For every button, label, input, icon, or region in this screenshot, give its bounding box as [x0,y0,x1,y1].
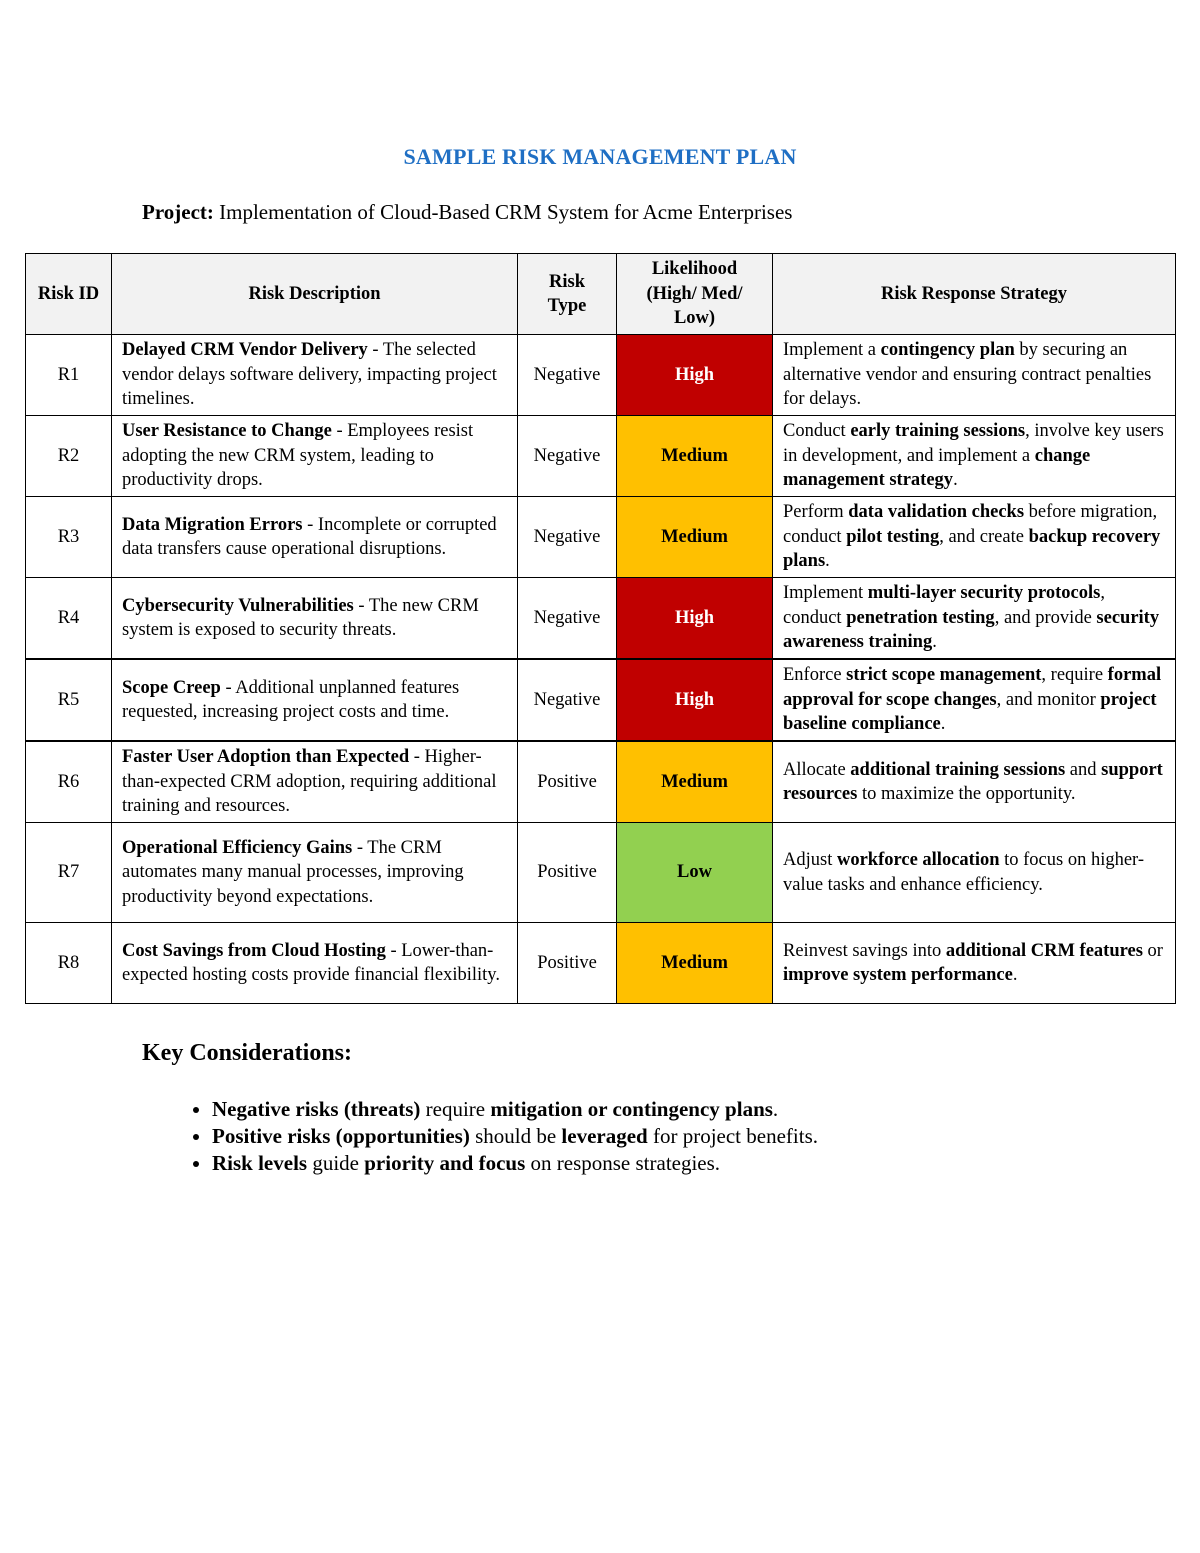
risk-detail: - Additional unplanned features requested, increasing project costs and time. [122,677,460,722]
text-run: . [1012,965,1018,985]
table-row [26,497,1176,578]
text-run: , and create [939,526,1029,547]
bold-text: Positive risks (opportunities) [212,1124,470,1148]
text-run: . [940,714,946,735]
bold-text: support resources [783,759,1163,804]
bold-text: penetration testing [846,607,995,628]
response-strategy-cell [773,741,1176,823]
text-run: Enforce [783,665,847,686]
key-considerations-heading: Key Considerations: [142,1040,352,1066]
response-strategy-cell [773,416,1176,497]
table-row [26,659,1176,741]
risk-description-cell [112,416,518,497]
table-row [26,416,1176,497]
header-response-strategy: Risk Response Strategy [773,254,1176,335]
likelihood-cell: High [617,335,773,416]
bold-text: Negative risks (threats) [212,1097,421,1121]
risk-title: Cybersecurity Vulnerabilities [122,595,354,616]
text-run: , involve key users in development, and implement a [783,421,1164,466]
likelihood-cell: Medium [617,923,773,1004]
bold-text: security awareness training [783,607,1160,653]
bold-text: contingency plan [880,340,1015,361]
list-item [212,1150,818,1177]
text-run: . [953,470,958,491]
text-run: Conduct [783,421,851,442]
risk-type-cell: Negative [518,416,617,497]
risk-type-cell: Negative [518,335,617,416]
risk-type-cell: Negative [518,578,617,660]
text-run: Perform [783,502,849,523]
bold-text: data validation checks [848,502,1025,523]
header-risk-type: Risk Type [518,254,617,335]
text-run: . [772,1097,779,1121]
risk-id-cell: R5 [26,659,112,741]
text-run: on response strategies. [525,1151,721,1175]
text-run: Reinvest savings into [783,940,946,961]
bold-text: mitigation or contingency plans [490,1097,773,1121]
risk-description-cell [112,335,518,416]
header-risk-id: Risk ID [26,254,112,335]
table-row [26,823,1176,923]
text-run: Allocate [783,759,851,780]
text-run: Implement [783,583,868,604]
table-row [26,923,1176,1004]
risk-id-cell: R2 [26,416,112,497]
bold-text: multi-layer security protocols [867,583,1101,604]
likelihood-cell: High [617,578,773,660]
risk-table [25,253,1176,1004]
text-run: , and monitor [996,689,1101,710]
risk-title: Scope Creep [122,677,221,698]
risk-type-cell: Positive [518,741,617,823]
risk-title: Delayed CRM Vendor Delivery [122,340,368,361]
header-risk-description: Risk Description [112,254,518,335]
text-run: by securing an alternative vendor and ensuring contract penalties for delays. [783,340,1152,410]
bold-text: strict scope management [846,665,1042,686]
risk-type-cell: Negative [518,659,617,741]
text-run: . [825,551,830,572]
risk-title: Data Migration Errors [122,514,303,535]
bold-text: workforce allocation [836,850,1000,870]
response-strategy-cell [773,823,1176,923]
text-run: for project benefits. [647,1124,818,1148]
text-run: Adjust [783,850,837,870]
text-run: should be [469,1124,562,1148]
bold-text: pilot testing [846,526,940,547]
key-considerations-list [142,1096,818,1177]
text-run: and [1065,759,1102,780]
risk-detail: - Incomplete or corrupted data transfers cause operational disruptions. [122,514,497,559]
risk-title: Operational Efficiency Gains [122,837,353,858]
bold-text: change management strategy [783,445,1091,491]
likelihood-cell: Low [617,823,773,923]
text-run: , require [1041,665,1108,686]
risk-table-body [26,335,1176,1004]
text-run: to maximize the opportunity. [857,784,1076,804]
risk-detail: - Lower-than-expected hosting costs provide financial flexibility. [122,940,500,985]
table-row [26,741,1176,823]
text-run: guide [307,1151,365,1175]
risk-detail: - The selected vendor delays software delivery, impacting project timelines. [122,340,497,410]
risk-description-cell [112,659,518,741]
risk-description-cell [112,823,518,923]
response-strategy-cell [773,659,1176,741]
risk-description-cell [112,578,518,660]
likelihood-cell: Medium [617,741,773,823]
likelihood-cell: Medium [617,416,773,497]
project-value: Implementation of Cloud-Based CRM System for Acme Enterprises [213,200,793,224]
bold-text: formal approval for scope changes [783,665,1162,710]
list-item [212,1123,818,1150]
risk-title: Cost Savings from Cloud Hosting [122,940,386,961]
bold-text: improve system performance [783,965,1013,985]
page-title: SAMPLE RISK MANAGEMENT PLAN [403,144,797,169]
risk-id-cell: R7 [26,823,112,923]
risk-detail: - Employees resist adopting the new CRM system, leading to productivity drops. [122,421,474,491]
text-run: to focus on higher-value tasks and enhance efficiency. [783,850,1145,895]
risk-title: Faster User Adoption than Expected [122,747,410,768]
risk-type-cell: Positive [518,823,617,923]
bold-text: backup recovery plans [783,526,1161,572]
risk-id-cell: R8 [26,923,112,1004]
risk-detail: - The new CRM system is exposed to security threats. [122,595,479,640]
text-run: or [1142,940,1163,961]
text-run: require [420,1097,491,1121]
risk-id-cell: R1 [26,335,112,416]
bold-text: priority and focus [364,1151,526,1175]
risk-description-cell [112,741,518,823]
response-strategy-cell [773,497,1176,578]
risk-id-cell: R3 [26,497,112,578]
response-strategy-cell [773,923,1176,1004]
likelihood-cell: Medium [617,497,773,578]
list-item [212,1096,818,1123]
bold-text: project baseline compliance [783,689,1157,735]
risk-description-cell [112,497,518,578]
risk-type-cell: Negative [518,497,617,578]
text-run: before migration, conduct [783,502,1158,547]
text-run: . [932,632,937,653]
risk-title: User Resistance to Change [122,421,332,442]
bold-text: additional training sessions [850,759,1066,780]
header-likelihood: Likelihood (High/ Med/ Low) [617,254,773,335]
risk-type-cell: Positive [518,923,617,1004]
project-label: Project: [142,200,214,224]
text-run: Implement a [783,340,881,361]
risk-id-cell: R4 [26,578,112,660]
risk-detail: - The CRM automates many manual processes, improving productivity beyond expectations. [122,837,464,907]
response-strategy-cell [773,578,1176,660]
text-run: , and provide [994,607,1097,628]
response-strategy-cell [773,335,1176,416]
table-row [26,578,1176,660]
risk-description-cell [112,923,518,1004]
text-run: , conduct [783,583,1105,628]
table-header-row [26,254,1176,335]
bold-text: additional CRM features [945,940,1143,961]
bold-text: early training sessions [850,421,1026,442]
bold-text: leveraged [561,1124,648,1148]
risk-id-cell: R6 [26,741,112,823]
bold-text: Risk levels [212,1151,308,1175]
risk-detail: - Higher-than-expected CRM adoption, requiring additional training and resources. [122,747,497,817]
table-row [26,335,1176,416]
likelihood-cell: High [617,659,773,741]
project-line [142,200,792,225]
